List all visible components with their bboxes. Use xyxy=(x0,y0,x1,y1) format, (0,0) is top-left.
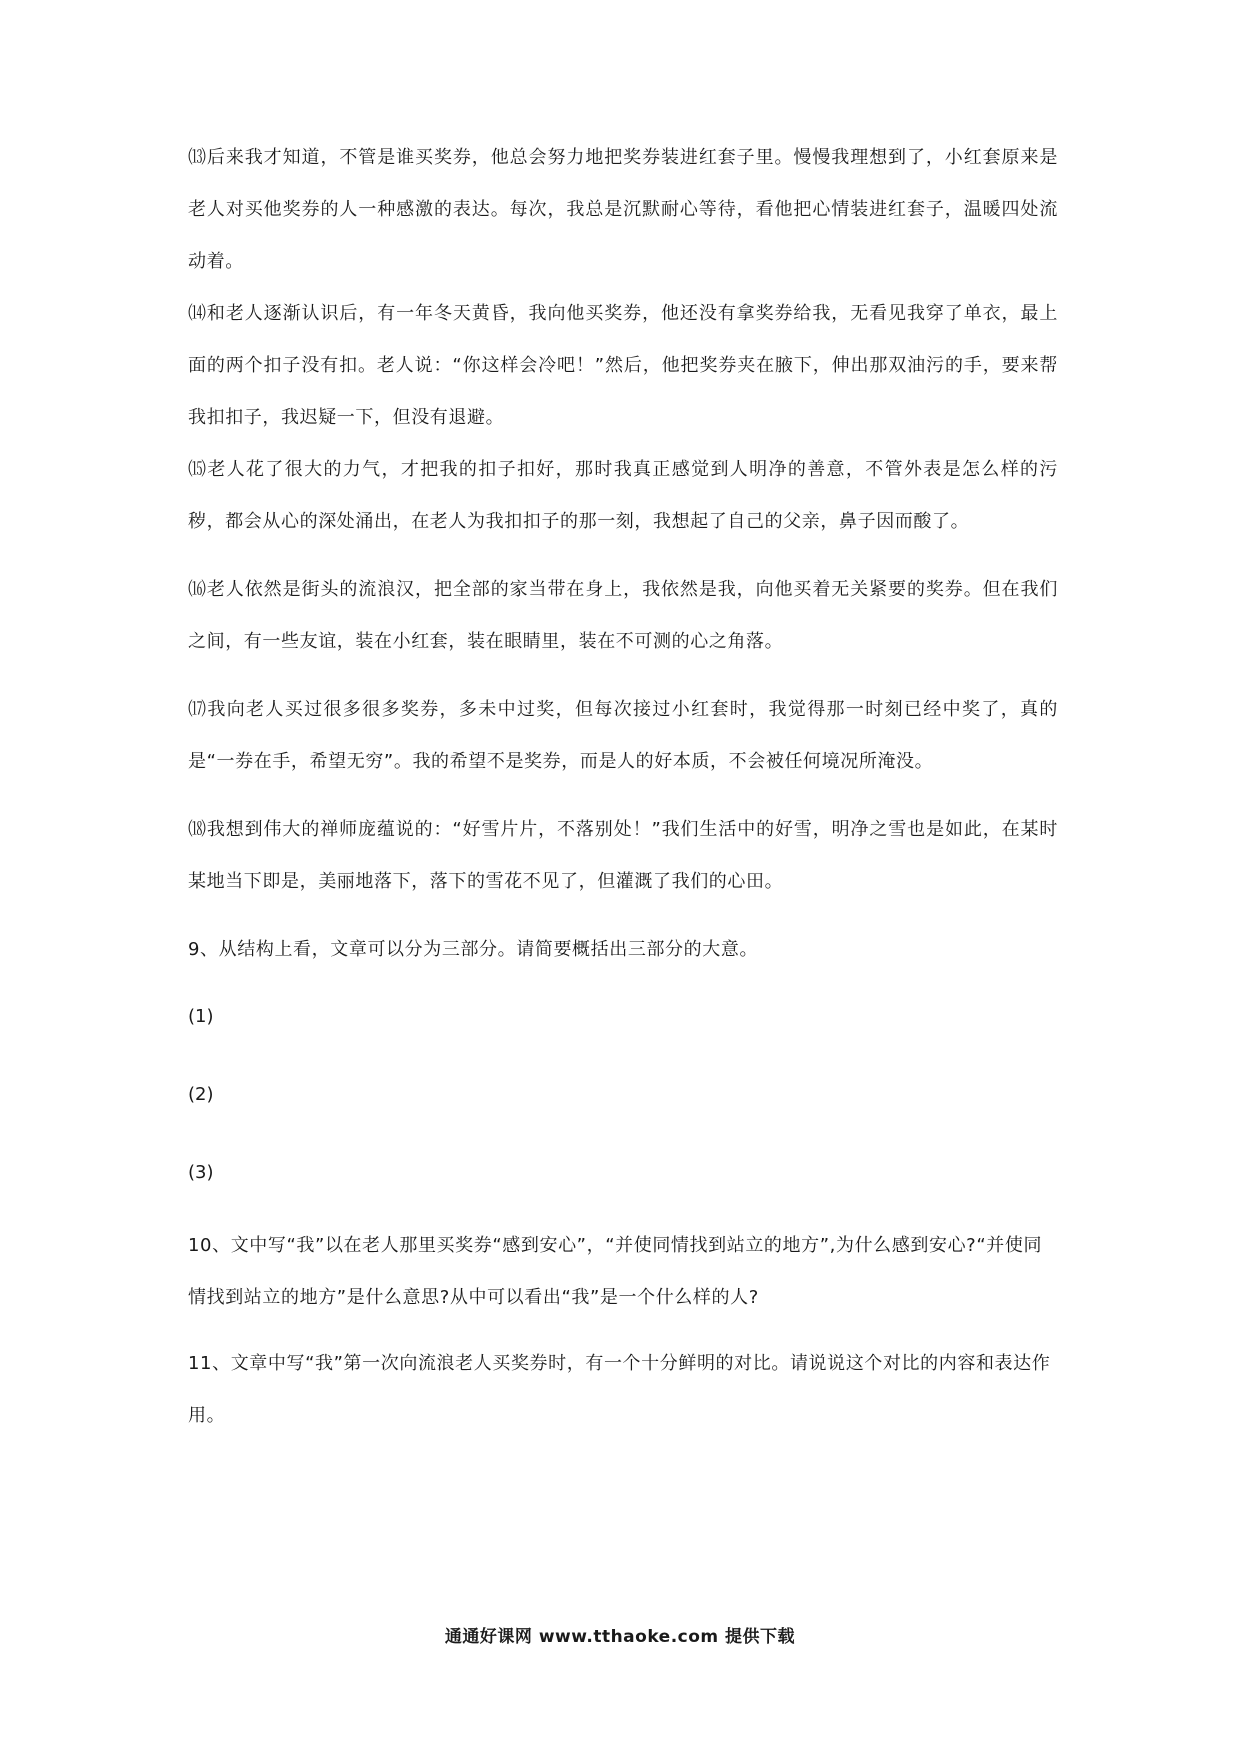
question-10: 10、文中写“我”以在老人那里买奖券“感到安心”，“并使同情找到站立的地方”,为什么感到安心?“并使同情找到站立的地方”是什么意思?从中可以看出“我”是一个什么样的人? xyxy=(188,1235,1043,1308)
paragraph-13: ⒀后来我才知道，不管是谁买奖券，他总会努力地把奖券装进红套子里。慢慢我理想到了，小红套原来是老人对买他奖券的人一种感激的表达。每次，我总是沉默耐心等待，看他把心情装进红套子，温暖四处流动着。 xyxy=(188,147,1058,272)
paragraph-14: ⒁和老人逐渐认识后，有一年冬天黄昏，我向他买奖券，他还没有拿奖券给我，无看见我穿了单衣，最上面的两个扣子没有扣。老人说：“你这样会冷吧！”然后，他把奖券夹在腋下，伸出那双油污的手，要来帮我扣扣子，我迟疑一下，但没有退避。 xyxy=(188,303,1058,428)
question-9: 9、从结构上看，文章可以分为三部分。请简要概括出三部分的大意。 xyxy=(188,939,759,960)
paragraph-15: ⒂老人花了很大的力气，才把我的扣子扣好，那时我真正感觉到人明净的善意，不管外表是怎么样的污秽，都会从心的深处涌出，在老人为我扣扣子的那一刻，我想起了自己的父亲，鼻子因而酸了。 xyxy=(188,459,1058,532)
paragraph-17: ⒄我向老人买过很多很多奖券，多未中过奖，但每次接过小红套时，我觉得那一时刻已经中奖了，真的是“一券在手，希望无穷”。我的希望不是奖券，而是人的好本质，不会被任何境况所淹没。 xyxy=(188,699,1058,772)
answer-blank-1: (1) xyxy=(188,1006,214,1027)
footer-source: 通通好课网 www.tthaoke.com 提供下载 xyxy=(444,1627,796,1647)
answer-blank-2: (2) xyxy=(188,1084,214,1105)
answer-blank-3: (3) xyxy=(188,1162,214,1183)
paragraph-18: ⒅我想到伟大的禅师庞蕴说的：“好雪片片，不落别处！”我们生活中的好雪，明净之雪也是如此，在某时某地当下即是，美丽地落下，落下的雪花不见了，但灌溉了我们的心田。 xyxy=(188,819,1058,892)
question-11: 11、文章中写“我”第一次向流浪老人买奖券时，有一个十分鲜明的对比。请说说这个对比的内容和表达作用。 xyxy=(188,1353,1051,1426)
paragraph-16: ⒃老人依然是街头的流浪汉，把全部的家当带在身上，我依然是我，向他买着无关紧要的奖券。但在我们之间，有一些友谊，装在小红套，装在眼睛里，装在不可测的心之角落。 xyxy=(188,579,1058,652)
